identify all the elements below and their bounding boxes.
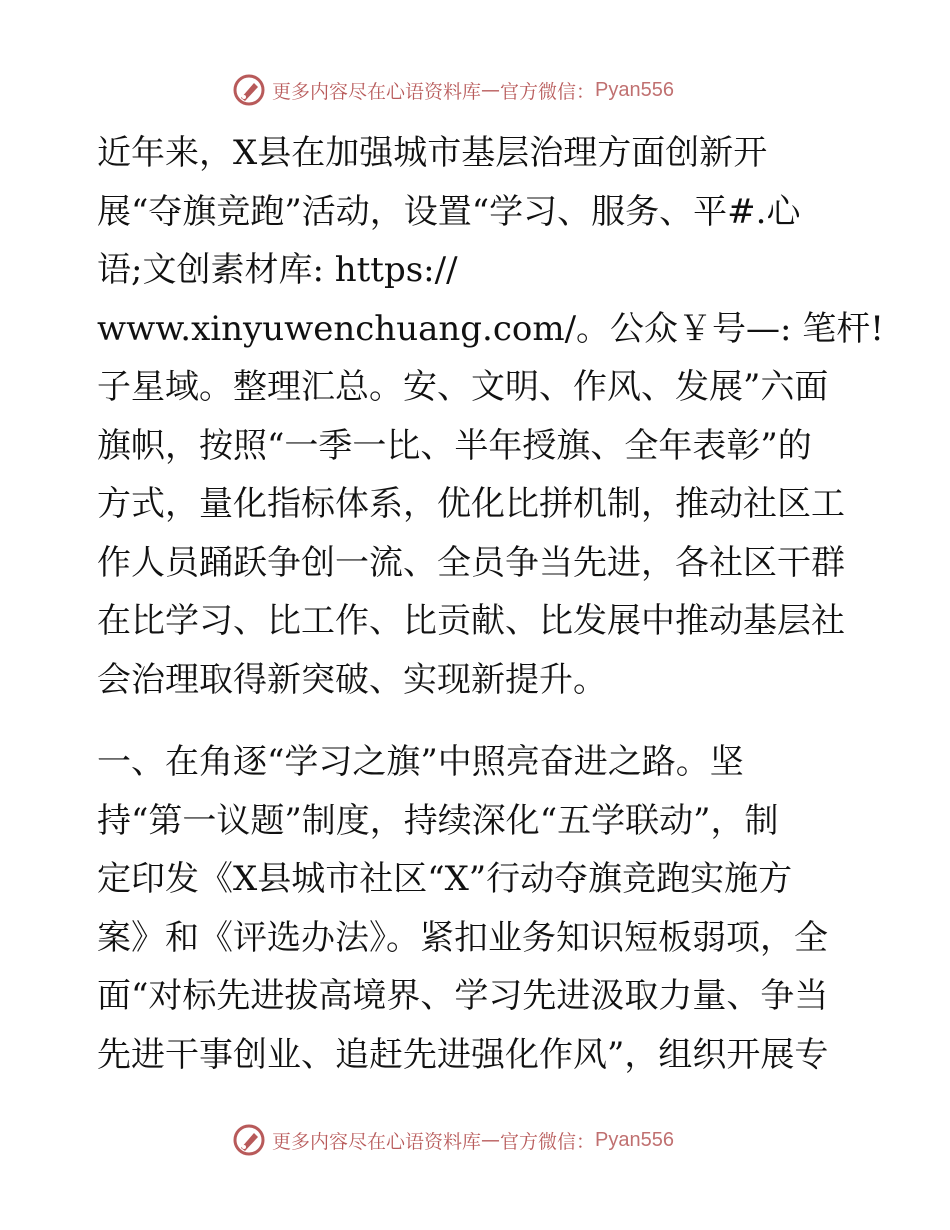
paragraph-section-one	[97, 733, 853, 1084]
text-line: 方式，量化指标体系，优化比拼机制，推动社区工	[97, 484, 845, 524]
text-line: 会治理取得新突破、实现新提升。	[97, 659, 607, 700]
text-line: 旗帜，按照“一季一比、半年授旗、全年表彰”的	[97, 425, 812, 466]
watermark-text: 更多内容尽在心语资料库	[272, 1130, 482, 1153]
text-line: www.xinyuwenchuang.com/。公众￥号—: 笔杆!	[97, 308, 884, 349]
text-line: 近年来，X县在加强城市基层治理方面创新开	[97, 133, 768, 173]
text-line: 先进干事创业、追赶先进强化作风”，组织开展专	[97, 1034, 829, 1075]
text-line: 定印发《X县城市社区“X”行动夺旗竞跑实施方	[97, 859, 793, 899]
watermark-separator: —	[481, 1129, 501, 1151]
watermark-header	[232, 72, 712, 108]
text-line: 案》和《评选办法》。紧扣业务知识短板弱项，全	[97, 917, 828, 958]
text-line: 作人员踊跃争创一流、全员争当先进，各社区干群	[97, 542, 845, 583]
watermark-label: 官方微信：	[500, 1130, 596, 1153]
watermark-separator: —	[481, 79, 501, 101]
paragraph-intro	[97, 124, 884, 709]
watermark-footer	[232, 1122, 712, 1158]
text-line: 一、在角逐“学习之旗”中照亮奋进之路。坚	[97, 742, 744, 782]
text-line: 语;文创素材库: https://	[97, 250, 458, 290]
text-line: 展“夺旗竞跑”活动，设置“学习、服务、平#.心	[97, 191, 801, 232]
document-body	[97, 124, 884, 1084]
watermark-label: 官方微信：	[500, 80, 596, 103]
pen-nib-logo-icon	[232, 73, 266, 107]
watermark-account: Pyan556	[595, 1128, 674, 1151]
text-line: 子星域。整理汇总。安、文明、作风、发展”六面	[97, 367, 829, 407]
watermark-account: Pyan556	[595, 78, 674, 101]
text-line: 面“对标先进拔高境界、学习先进汲取力量、争当	[97, 976, 829, 1016]
pen-nib-logo-icon	[232, 1123, 266, 1157]
text-line: 在比学习、比工作、比贡献、比发展中推动基层社	[97, 601, 845, 641]
text-line: 持“第一议题”制度，持续深化“五学联动”，制	[97, 800, 779, 841]
watermark-text: 更多内容尽在心语资料库	[272, 80, 482, 103]
paragraph-gap	[97, 709, 853, 733]
